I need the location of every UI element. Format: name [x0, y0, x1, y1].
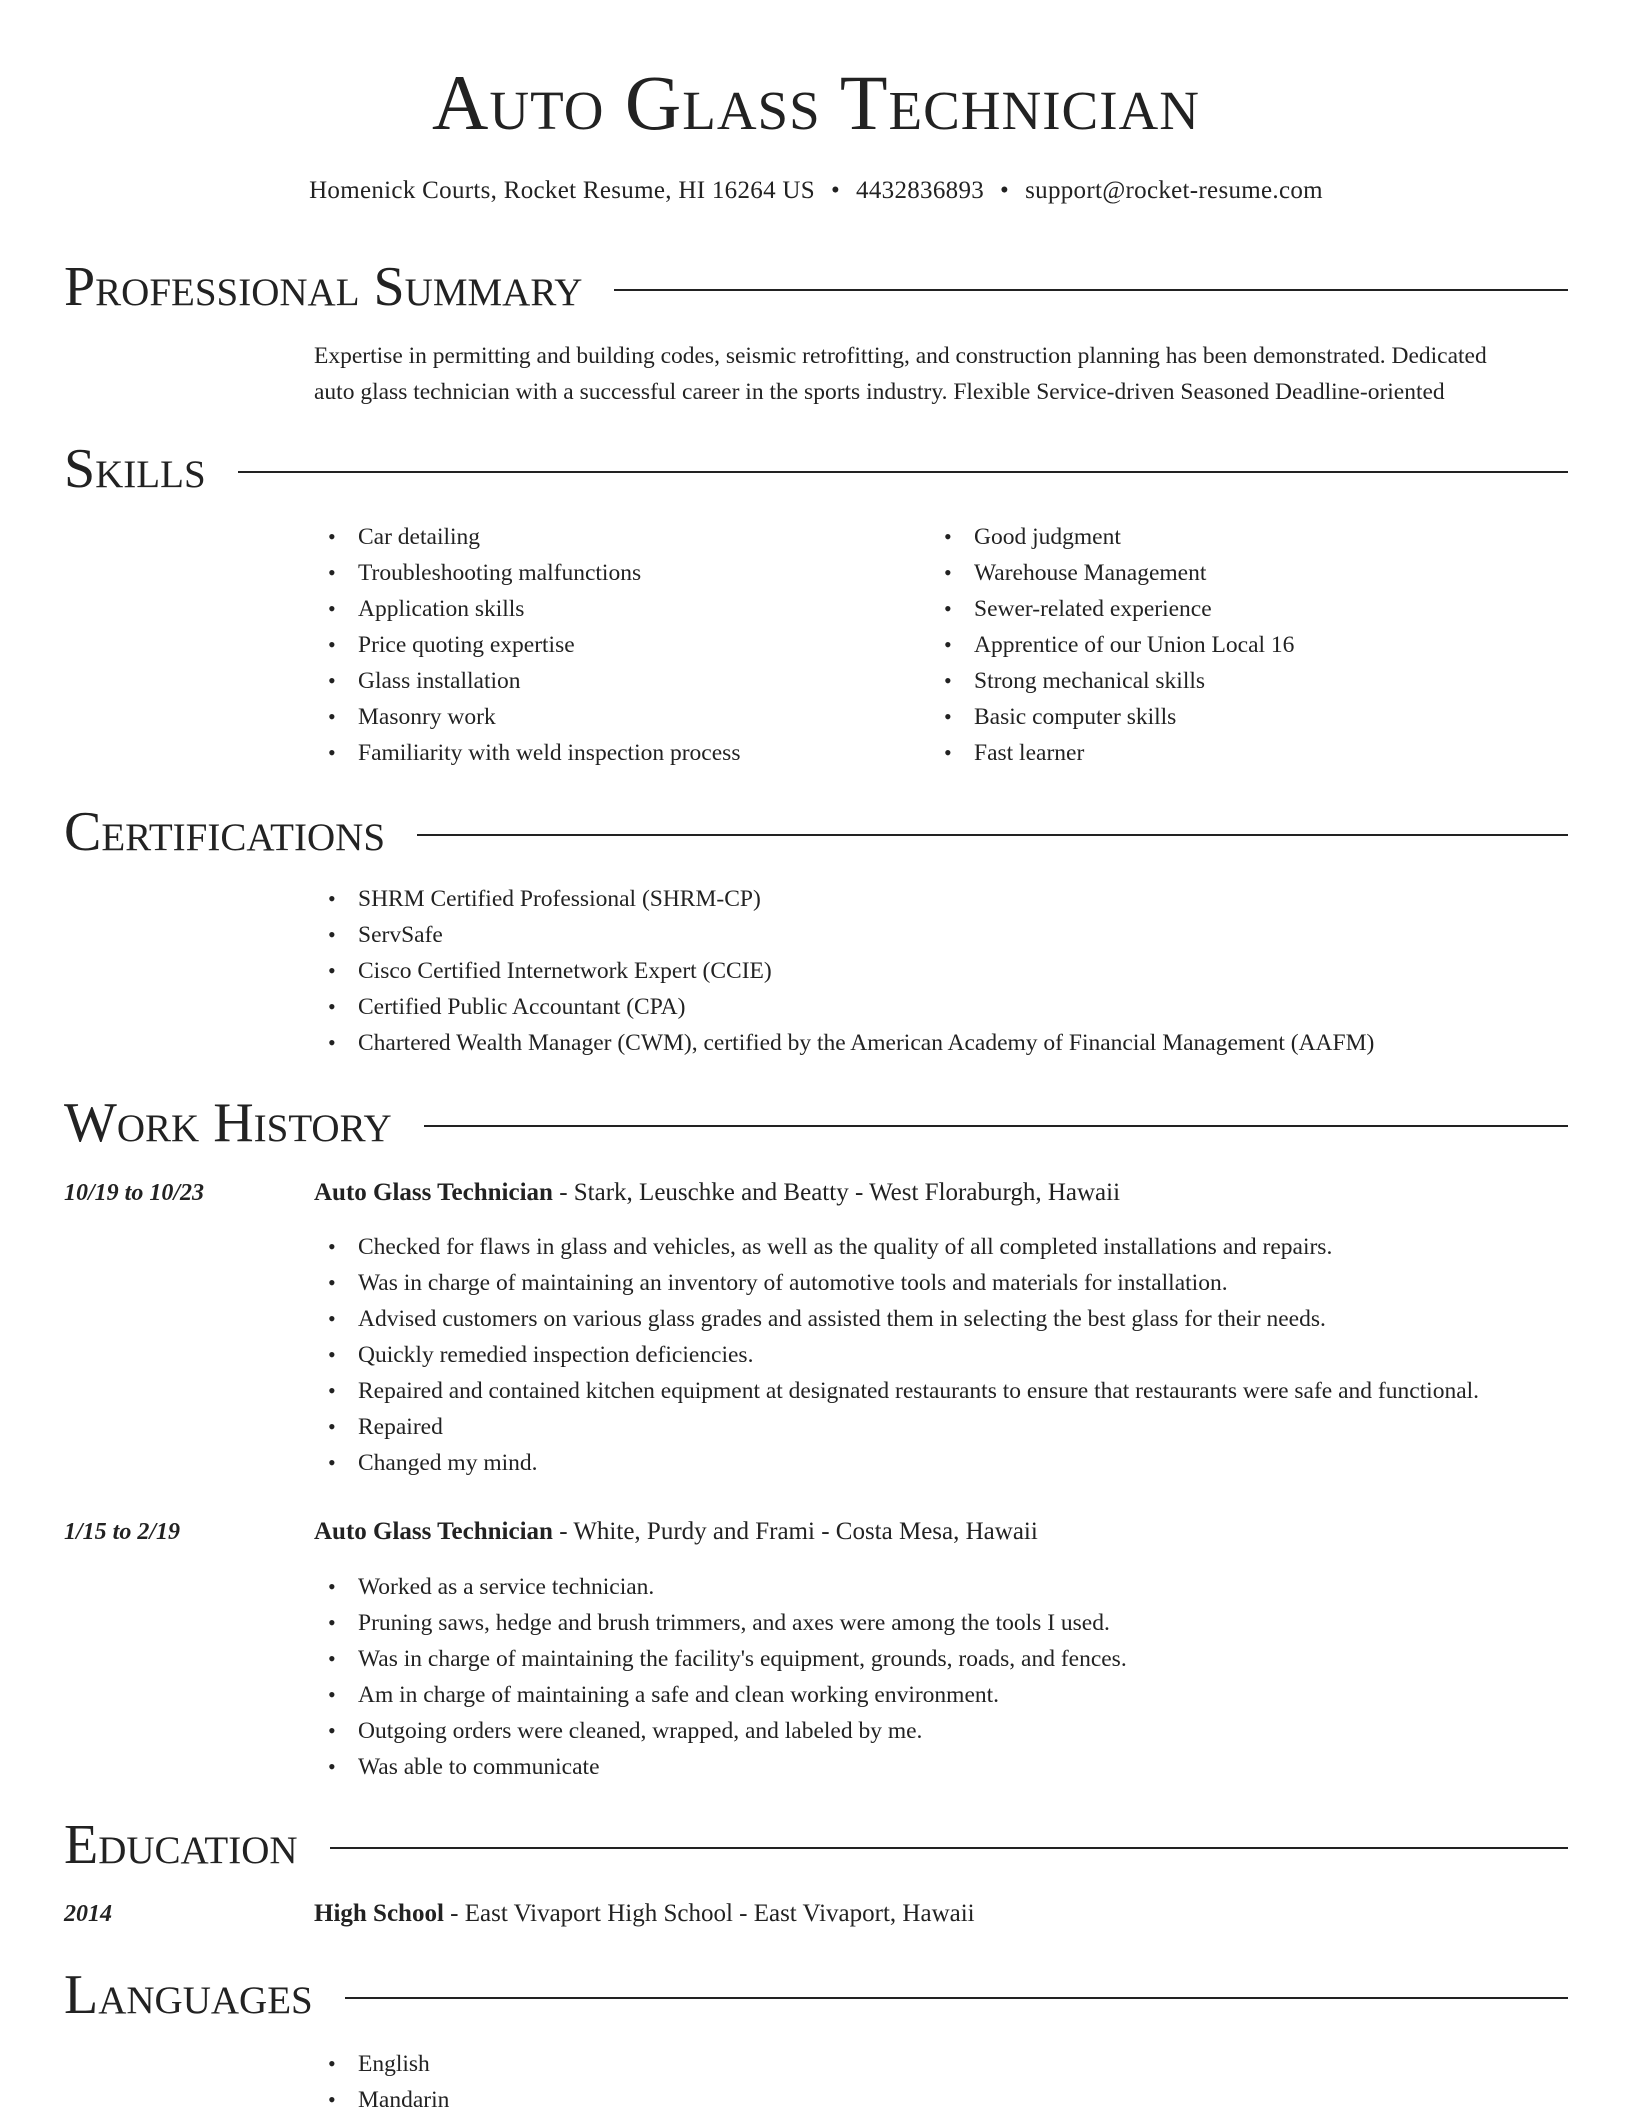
section-header-skills: [64, 434, 1568, 504]
resume-title: Auto Glass Technician: [432, 59, 1200, 146]
job-bullet: • Advised customers on various glass grades and assisted them in selecting the best glass for their needs.: [314, 1301, 1479, 1337]
skill-item: • Glass installation: [314, 663, 740, 699]
section-divider: [614, 289, 1568, 291]
job-bullet: • Outgoing orders were cleaned, wrapped, and labeled by me.: [314, 1713, 1127, 1749]
skills-list-right: [930, 519, 1294, 771]
section-header-languages: [64, 1960, 1568, 2030]
contact-email[interactable]: support@rocket-resume.com: [1025, 177, 1323, 204]
section-divider: [330, 1847, 1568, 1849]
skill-item: • Strong mechanical skills: [930, 663, 1294, 699]
job-employer-location: - White, Purdy and Frami - Costa Mesa, Hawaii: [552, 1518, 1038, 1545]
skill-item: • Masonry work: [314, 699, 740, 735]
job-bullet: • Was able to communicate: [314, 1749, 1127, 1785]
education-degree: High School: [314, 1900, 444, 1927]
job-dates: 10/19 to 10/23: [64, 1180, 205, 1206]
skill-item: • Sewer-related experience: [930, 591, 1294, 627]
job-title: Auto Glass Technician: [314, 1179, 553, 1206]
section-title-work-history: Work History: [64, 1092, 392, 1154]
job-bullet: • Worked as a service technician.: [314, 1569, 1127, 1605]
job-bullets: [314, 1569, 1127, 1785]
job-bullet: • Am in charge of maintaining a safe and clean working environment.: [314, 1677, 1127, 1713]
job-bullet: • Was in charge of maintaining the facility's equipment, grounds, roads, and fences.: [314, 1641, 1127, 1677]
section-header-summary: [64, 252, 1568, 322]
job-title: Auto Glass Technician: [314, 1518, 553, 1545]
certification-item: • Cisco Certified Internetwork Expert (CCIE): [314, 953, 1374, 989]
certification-item: • Certified Public Accountant (CPA): [314, 989, 1374, 1025]
contact-separator: •: [830, 177, 841, 204]
section-header-certifications: [64, 797, 1568, 867]
section-title-skills: Skills: [64, 438, 206, 500]
section-header-education: [64, 1810, 1568, 1880]
job-bullet: • Quickly remedied inspection deficiencies.: [314, 1337, 1479, 1373]
job-bullet: • Repaired: [314, 1409, 1479, 1445]
skill-item: • Familiarity with weld inspection process: [314, 735, 740, 771]
job-bullets: [314, 1229, 1479, 1481]
section-title-education: Education: [64, 1814, 298, 1876]
skill-item: • Application skills: [314, 591, 740, 627]
job-employer-location: - Stark, Leuschke and Beatty - West Floraburgh, Hawaii: [552, 1179, 1121, 1206]
certification-item: • Chartered Wealth Manager (CWM), certified by the American Academy of Financial Management (AAFM): [314, 1025, 1374, 1061]
job-bullet: • Changed my mind.: [314, 1445, 1479, 1481]
section-divider: [424, 1125, 1568, 1127]
language-item: • Mandarin: [314, 2082, 449, 2118]
summary-line: auto glass technician with a successful career in the sports industry. Flexible Service-driven Seasoned Deadline-oriented: [314, 379, 1445, 405]
job-bullet: • Checked for flaws in glass and vehicles, as well as the quality of all completed installations and repairs.: [314, 1229, 1479, 1265]
job-dates: 1/15 to 2/19: [64, 1519, 181, 1545]
languages-list: [314, 2046, 449, 2118]
skill-item: • Price quoting expertise: [314, 627, 740, 663]
section-title-summary: Professional Summary: [64, 256, 583, 318]
contact-address: Homenick Courts, Rocket Resume, HI 16264 US: [309, 177, 815, 204]
skill-item: • Basic computer skills: [930, 699, 1294, 735]
certification-item: • ServSafe: [314, 917, 1374, 953]
skill-item: • Car detailing: [314, 519, 740, 555]
section-divider: [238, 471, 1568, 473]
skill-item: • Warehouse Management: [930, 555, 1294, 591]
job-bullet: • Was in charge of maintaining an inventory of automotive tools and materials for installation.: [314, 1265, 1479, 1301]
contact-phone: 4432836893: [856, 177, 985, 204]
job-heading: [314, 1514, 1038, 1550]
summary-paragraph: [314, 338, 1570, 410]
skill-item: • Fast learner: [930, 735, 1294, 771]
job-bullet: • Pruning saws, hedge and brush trimmers, and axes were among the tools I used.: [314, 1605, 1127, 1641]
job-bullet: • Repaired and contained kitchen equipment at designated restaurants to ensure that restaurants were safe and functional.: [314, 1373, 1479, 1409]
section-title-languages: Languages: [64, 1964, 313, 2026]
education-heading: [314, 1896, 975, 1932]
language-item: • English: [314, 2046, 449, 2082]
job-heading: [314, 1175, 1120, 1211]
contact-separator: •: [1000, 177, 1010, 204]
education-year: 2014: [64, 1901, 112, 1927]
certifications-list: [314, 881, 1374, 1061]
certification-item: • SHRM Certified Professional (SHRM-CP): [314, 881, 1374, 917]
skills-list-left: [314, 519, 740, 771]
section-header-work-history: [64, 1088, 1568, 1158]
education-school-location: - East Vivaport High School - East Vivaport, Hawaii: [443, 1900, 975, 1927]
contact-line: [0, 174, 1632, 208]
skill-item: • Troubleshooting malfunctions: [314, 555, 740, 591]
skill-item: • Good judgment: [930, 519, 1294, 555]
section-title-certifications: Certifications: [64, 801, 386, 863]
skill-item: • Apprentice of our Union Local 16: [930, 627, 1294, 663]
section-divider: [417, 834, 1568, 836]
section-divider: [345, 1997, 1568, 1999]
summary-line: Expertise in permitting and building codes, seismic retrofitting, and construction planning has been demonstrated. Dedicated: [314, 343, 1487, 369]
